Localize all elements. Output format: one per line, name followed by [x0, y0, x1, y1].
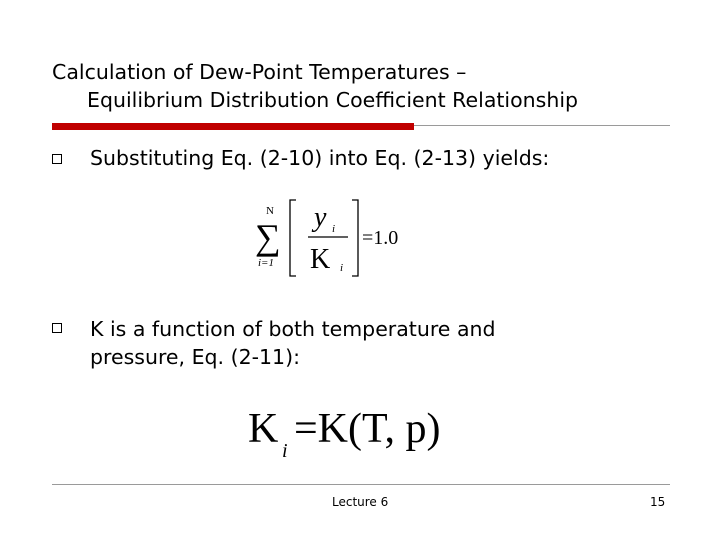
sum-lower-limit: i=1 [258, 257, 274, 269]
title-rule [414, 125, 670, 126]
bullet-2-line-2: pressure, Eq. (2-11): [90, 345, 301, 369]
slide-title [52, 58, 692, 114]
equation-ki-function [244, 400, 474, 460]
lhs-subscript: i [282, 440, 288, 460]
numerator-subscript: i [332, 223, 336, 235]
denominator-subscript: i [340, 262, 344, 274]
equation-rhs: =K(T, p) [294, 406, 441, 452]
footer-label: Lecture 6 [332, 495, 389, 509]
bullet-square-icon [52, 154, 62, 164]
bullet-1-text: Substituting Eq. (2-10) into Eq. (2-13) yields: [90, 146, 550, 170]
bullet-square-icon [52, 323, 62, 333]
sum-symbol: ∑ [255, 217, 281, 257]
bullet-2-line-1: K is a function of both temperature and [90, 317, 496, 341]
title-line-1: Calculation of Dew-Point Temperatures – [52, 60, 467, 84]
equation-sum-yi-over-ki [252, 196, 422, 281]
left-bracket [290, 200, 296, 276]
right-bracket [352, 200, 358, 276]
bullet-2-text [90, 315, 650, 371]
title-line-2: Equilibrium Distribution Coefficient Relationship [87, 88, 579, 112]
numerator-y: y [314, 202, 327, 233]
sum-upper-limit: N [266, 205, 274, 217]
denominator-k: K [310, 244, 331, 275]
lhs-k: K [248, 406, 279, 452]
title-accent-rule [52, 123, 414, 130]
equation-rhs: =1.0 [362, 227, 399, 249]
footer-rule [52, 484, 670, 485]
page-number: 15 [650, 495, 666, 509]
